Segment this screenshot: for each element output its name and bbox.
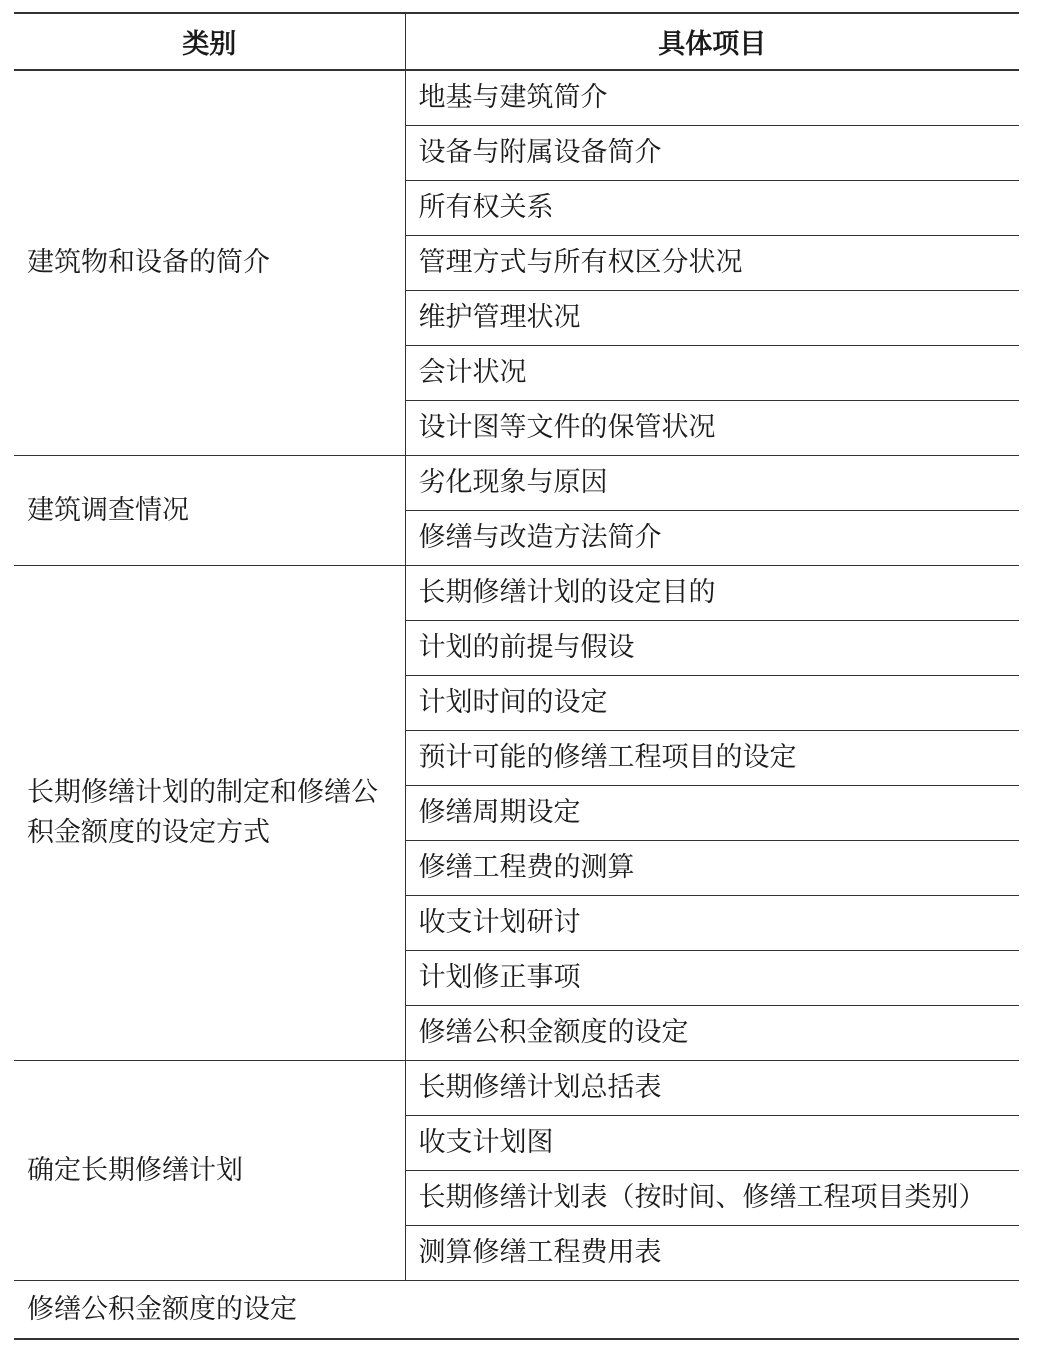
category-cell: 建筑物和设备的简介 (14, 70, 405, 456)
item-cell: 收支计划图 (405, 1116, 1019, 1171)
category-cell: 长期修缮计划的制定和修缮公积金额度的设定方式 (14, 566, 405, 1061)
item-cell: 修缮公积金额度的设定 (405, 1006, 1019, 1061)
header-items: 具体项目 (405, 13, 1019, 70)
item-cell: 预计可能的修缮工程项目的设定 (405, 731, 1019, 786)
item-cell: 长期修缮计划表（按时间、修缮工程项目类别） (405, 1171, 1019, 1226)
table-row (14, 1061, 1019, 1116)
table-row (14, 1281, 1019, 1340)
item-cell: 劣化现象与原因 (405, 456, 1019, 511)
item-cell: 设备与附属设备简介 (405, 126, 1019, 181)
footer-row-cell: 修缮公积金额度的设定 (14, 1281, 1019, 1340)
item-cell: 修缮与改造方法简介 (405, 511, 1019, 566)
item-cell: 修缮工程费的测算 (405, 841, 1019, 896)
item-cell: 收支计划研讨 (405, 896, 1019, 951)
item-cell: 所有权关系 (405, 181, 1019, 236)
item-cell: 地基与建筑简介 (405, 70, 1019, 126)
item-cell: 长期修缮计划总括表 (405, 1061, 1019, 1116)
item-cell: 计划修正事项 (405, 951, 1019, 1006)
item-cell: 计划的前提与假设 (405, 621, 1019, 676)
category-cell: 确定长期修缮计划 (14, 1061, 405, 1281)
table-row (14, 70, 1019, 126)
item-cell: 长期修缮计划的设定目的 (405, 566, 1019, 621)
header-category: 类别 (14, 13, 405, 70)
table-row (14, 456, 1019, 511)
item-cell: 设计图等文件的保管状况 (405, 401, 1019, 456)
project-table (14, 12, 1019, 1340)
table-row (14, 566, 1019, 621)
item-cell: 维护管理状况 (405, 291, 1019, 346)
item-cell: 修缮周期设定 (405, 786, 1019, 841)
table-header-row (14, 13, 1019, 70)
category-cell: 建筑调查情况 (14, 456, 405, 566)
item-cell: 计划时间的设定 (405, 676, 1019, 731)
item-cell: 测算修缮工程费用表 (405, 1226, 1019, 1281)
item-cell: 会计状况 (405, 346, 1019, 401)
item-cell: 管理方式与所有权区分状况 (405, 236, 1019, 291)
